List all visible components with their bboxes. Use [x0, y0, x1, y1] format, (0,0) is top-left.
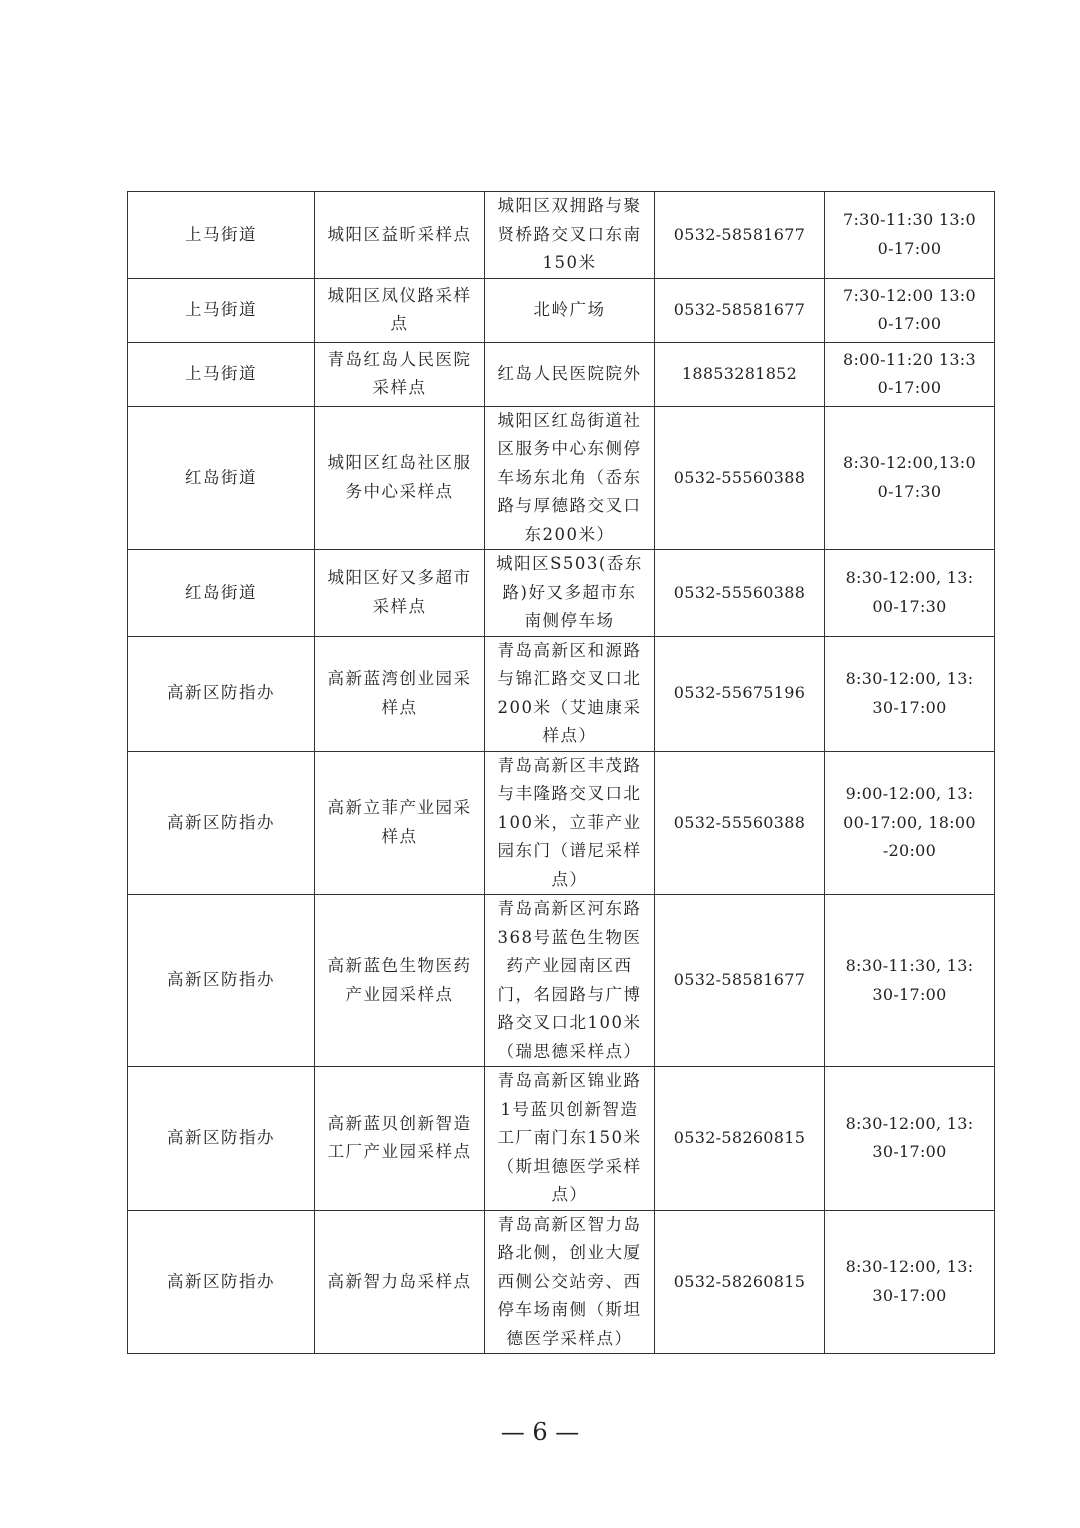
site-cell: 城阳区红岛社区服务中心采样点: [315, 406, 485, 550]
site-cell: 青岛红岛人民医院采样点: [315, 342, 485, 406]
site-cell: 高新智力岛采样点: [315, 1210, 485, 1354]
phone-cell: 0532-58581677: [655, 192, 825, 279]
hours-cell: 8:30-12:00,13:00-17:30: [825, 406, 995, 550]
district-cell: 上马街道: [128, 192, 315, 279]
table-row: [128, 342, 995, 406]
address-cell: 城阳区S503(岙东路)好又多超市东南侧停车场: [485, 550, 655, 637]
table-row: [128, 636, 995, 751]
district-cell: 高新区防指办: [128, 1210, 315, 1354]
site-cell: 城阳区益昕采样点: [315, 192, 485, 279]
district-cell: 高新区防指办: [128, 751, 315, 895]
address-cell: 青岛高新区智力岛路北侧，创业大厦西侧公交站旁、西停车场南侧（斯坦德医学采样点）: [485, 1210, 655, 1354]
address-cell: 城阳区双拥路与聚贤桥路交叉口东南150米: [485, 192, 655, 279]
phone-cell: 0532-55560388: [655, 406, 825, 550]
table-row: [128, 1210, 995, 1354]
hours-cell: 8:30-12:00, 13:30-17:00: [825, 1067, 995, 1211]
phone-cell: 0532-58260815: [655, 1210, 825, 1354]
site-cell: 高新蓝湾创业园采样点: [315, 636, 485, 751]
table-row: [128, 278, 995, 342]
phone-cell: 0532-58581677: [655, 278, 825, 342]
phone-cell: 0532-55675196: [655, 636, 825, 751]
site-cell: 高新蓝贝创新智造工厂产业园采样点: [315, 1067, 485, 1211]
site-cell: 高新立菲产业园采样点: [315, 751, 485, 895]
address-cell: 北岭广场: [485, 278, 655, 342]
site-cell: 城阳区好又多超市采样点: [315, 550, 485, 637]
hours-cell: 8:30-12:00, 13:30-17:00: [825, 1210, 995, 1354]
table-row: [128, 1067, 995, 1211]
table-row: [128, 406, 995, 550]
hours-cell: 8:00-11:20 13:30-17:00: [825, 342, 995, 406]
district-cell: 红岛街道: [128, 406, 315, 550]
phone-cell: 0532-55560388: [655, 550, 825, 637]
hours-cell: 8:30-12:00, 13:00-17:30: [825, 550, 995, 637]
table-row: [128, 751, 995, 895]
table-row: [128, 895, 995, 1067]
address-cell: 青岛高新区锦业路1号蓝贝创新智造工厂南门东150米（斯坦德医学采样点）: [485, 1067, 655, 1211]
address-cell: 青岛高新区和源路与锦汇路交叉口北200米（艾迪康采样点）: [485, 636, 655, 751]
address-cell: 青岛高新区丰茂路与丰隆路交叉口北100米，立菲产业园东门（谱尼采样点）: [485, 751, 655, 895]
district-cell: 红岛街道: [128, 550, 315, 637]
hours-cell: 7:30-12:00 13:00-17:00: [825, 278, 995, 342]
site-cell: 城阳区凤仪路采样点: [315, 278, 485, 342]
district-cell: 高新区防指办: [128, 895, 315, 1067]
address-cell: 青岛高新区河东路368号蓝色生物医药产业园南区西门，名园路与广博路交叉口北100米（瑞思德采样点）: [485, 895, 655, 1067]
hours-cell: 9:00-12:00, 13:00-17:00, 18:00-20:00: [825, 751, 995, 895]
hours-cell: 8:30-11:30, 13:30-17:00: [825, 895, 995, 1067]
address-cell: 红岛人民医院院外: [485, 342, 655, 406]
phone-cell: 0532-55560388: [655, 751, 825, 895]
address-cell: 城阳区红岛街道社区服务中心东侧停车场东北角（岙东路与厚德路交叉口东200米）: [485, 406, 655, 550]
district-cell: 上马街道: [128, 278, 315, 342]
phone-cell: 0532-58260815: [655, 1067, 825, 1211]
site-cell: 高新蓝色生物医药产业园采样点: [315, 895, 485, 1067]
district-cell: 高新区防指办: [128, 636, 315, 751]
district-cell: 上马街道: [128, 342, 315, 406]
hours-cell: 8:30-12:00, 13:30-17:00: [825, 636, 995, 751]
hours-cell: 7:30-11:30 13:00-17:00: [825, 192, 995, 279]
table-row: [128, 192, 995, 279]
district-cell: 高新区防指办: [128, 1067, 315, 1211]
phone-cell: 18853281852: [655, 342, 825, 406]
page-number: — 6 —: [500, 1418, 580, 1446]
sampling-sites-table: [127, 191, 995, 1354]
phone-cell: 0532-58581677: [655, 895, 825, 1067]
table-row: [128, 550, 995, 637]
